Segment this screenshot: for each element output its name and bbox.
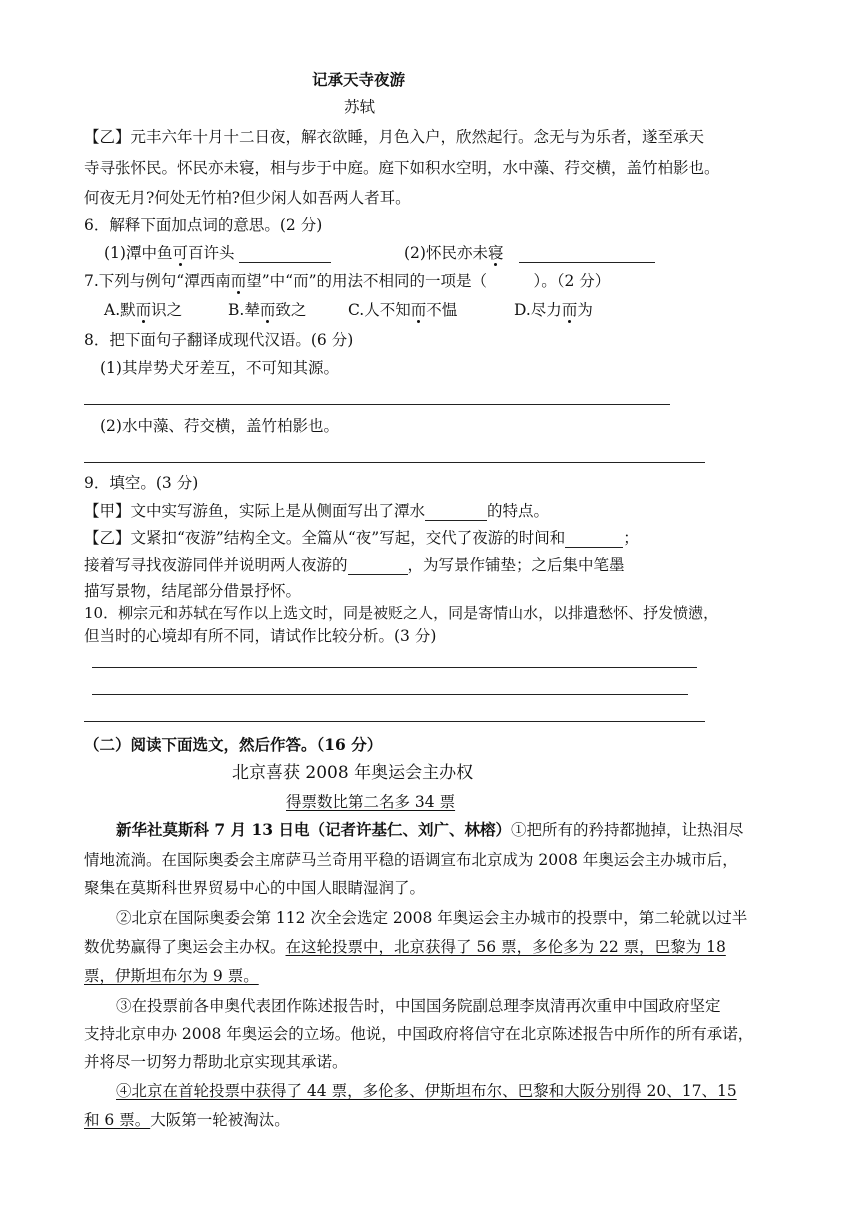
question-9: 9．填空。(3 分) [84,474,199,492]
paragraph-3-line: 支持北京申办 2008 年奥运会的立场。他说，中国政府将信守在北京陈述报告中所作的所有承诺， [84,1025,754,1043]
article-subtitle: 得票数比第二名多 34 票 [286,793,456,811]
question-7 [84,271,610,291]
p1-text: ①把所有的矜持都抛掉，让热泪尽 [510,821,744,839]
question-8: 8．把下面句子翻译成现代汉语。(6 分) [84,331,354,349]
question-6: 6．解释下面加点词的意思。(2 分) [84,216,323,234]
q9-text: 【甲】文中实写游鱼，实际上是从侧面写出了潭水 [84,502,426,520]
article-title: 北京喜获 2008 年奥运会主办权 [232,763,474,783]
option-text: A.默 [104,301,136,319]
answer-line[interactable] [92,667,697,668]
underlined-text: 在这轮投票中，北京获得了 56 票，多伦多为 22 票，巴黎为 18 [285,938,726,956]
q6-item-2-pre: (2)怀民亦未 [404,244,488,262]
p4-text: 大阪第一轮被淘汰。 [150,1111,290,1129]
passage-line: 【乙】元丰六年十月十二日夜，解衣欲睡，月色入户，欣然起行。念无与为乐者，遂至承天 [84,128,705,146]
dotted-word: 可 [172,244,188,262]
q7-option-a [104,300,182,320]
q9-line-2 [84,528,639,548]
dotted-word: 而 [135,301,152,319]
paragraph-4: ④北京在首轮投票中获得了 44 票，多伦多、伊斯坦布尔、巴黎和大阪分别得 20、17、15 [116,1082,737,1100]
fill-blank[interactable] [348,558,408,575]
answer-blank[interactable] [239,246,331,263]
paragraph-1-line: 聚集在莫斯科世界贸易中心的中国人眼睛湿润了。 [84,879,426,897]
dotted-word: 寝 [487,244,504,262]
section-heading: （二）阅读下面选文，然后作答。（16 分） [84,735,383,754]
p2-text: 数优势赢得了奥运会主办权。 [84,938,286,956]
option-text: 识之 [151,301,183,319]
underlined-text: 和 6 票。 [84,1111,151,1129]
passage-line: 寺寻张怀民。怀民亦未寝，相与步于中庭。庭下如积水空明，水中藻、荇交横，盖竹柏影也。 [84,159,720,177]
paragraph-3-line: 并将尽一切努力帮助北京实现其承诺。 [84,1053,348,1071]
option-text: 不愠 [426,301,458,319]
option-text: D.尽力 [514,301,562,319]
paragraph-2: ②北京在国际奥委会第 112 次全会选定 2008 年奥运会主办城市的投票中，第二轮就以过半 [116,909,748,927]
q9-text: ，为写景作铺垫；之后集中笔墨 [407,556,625,574]
q9-text: 的特点。 [487,502,550,520]
q7-option-c [348,300,457,320]
paragraph-3: ③在投票前各申奥代表团作陈述报告时，中国国务院副总理李岚清再次重申中国政府坚定 [116,997,721,1015]
dotted-word: 而 [259,301,276,319]
question-10: 10．柳宗元和苏轼在写作以上选文时，同是被贬之人，同是寄情山水，以排遣愁怀、抒发愤懑， [84,604,719,622]
question-10-cont: 但当时的心境却有所不同，请试作比较分析。(3 分) [84,627,437,645]
dotted-word: 而 [561,301,578,319]
q6-item-1 [104,243,331,263]
q7-stem-a: 7.下列与例句“潭西南 [84,272,231,290]
option-text: B.辇 [228,301,260,319]
answer-line[interactable] [84,721,705,722]
underlined-text: 票，伊斯坦布尔为 9 票。 [84,967,259,985]
fill-blank[interactable] [565,531,623,548]
dateline: 新华社莫斯科 7 月 13 日电（记者许基仁、刘广、林榕） [116,820,511,839]
q6-item-1-pre: (1)潭中鱼 [104,244,173,262]
q7-option-b [228,300,306,320]
option-text: C.人不知 [348,301,411,319]
answer-line[interactable] [84,404,670,405]
poem-title: 记承天寺夜游 [312,70,406,89]
fill-blank[interactable] [425,504,487,521]
q8-sentence-2: (2)水中藻、荇交横，盖竹柏影也。 [100,417,339,435]
paragraph-4-line [84,1110,290,1130]
paragraph-2-line [84,937,726,957]
q9-line-4: 描写景物，结尾部分借景抒怀。 [84,582,302,600]
q6-item-2 [404,243,655,263]
dotted-word: 而 [230,272,247,290]
q7-stem-b: 望”中“而”的用法不相同的一项是（ ）。（2 分） [246,272,611,290]
paragraph-1 [116,820,743,840]
q9-line-1 [84,501,549,521]
paragraph-1-line: 情地流淌。在国际奥委会主席萨马兰奇用平稳的语调宣布北京成为 2008 年奥运会主办城市后， [84,851,738,869]
q9-text: ； [623,529,639,547]
dotted-word: 而 [410,301,427,319]
option-text: 为 [577,301,593,319]
option-text: 致之 [275,301,307,319]
q8-sentence-1: (1)其岸势犬牙差互，不可知其源。 [100,359,339,377]
q6-item-1-post: 百许头 [187,244,235,262]
q9-text: 【乙】文紧扣“夜游”结构全文。全篇从“夜”写起，交代了夜游的时间和 [84,529,566,547]
author: 苏轼 [344,98,376,116]
answer-line[interactable] [84,462,705,463]
q7-option-d [514,300,593,320]
q9-text: 接着写寻找夜游同伴并说明两人夜游的 [84,556,348,574]
passage-line: 何夜无月?何处无竹柏?但少闲人如吾两人者耳。 [84,189,411,207]
answer-blank[interactable] [519,246,655,263]
q9-line-3 [84,555,625,575]
answer-line[interactable] [92,694,688,695]
